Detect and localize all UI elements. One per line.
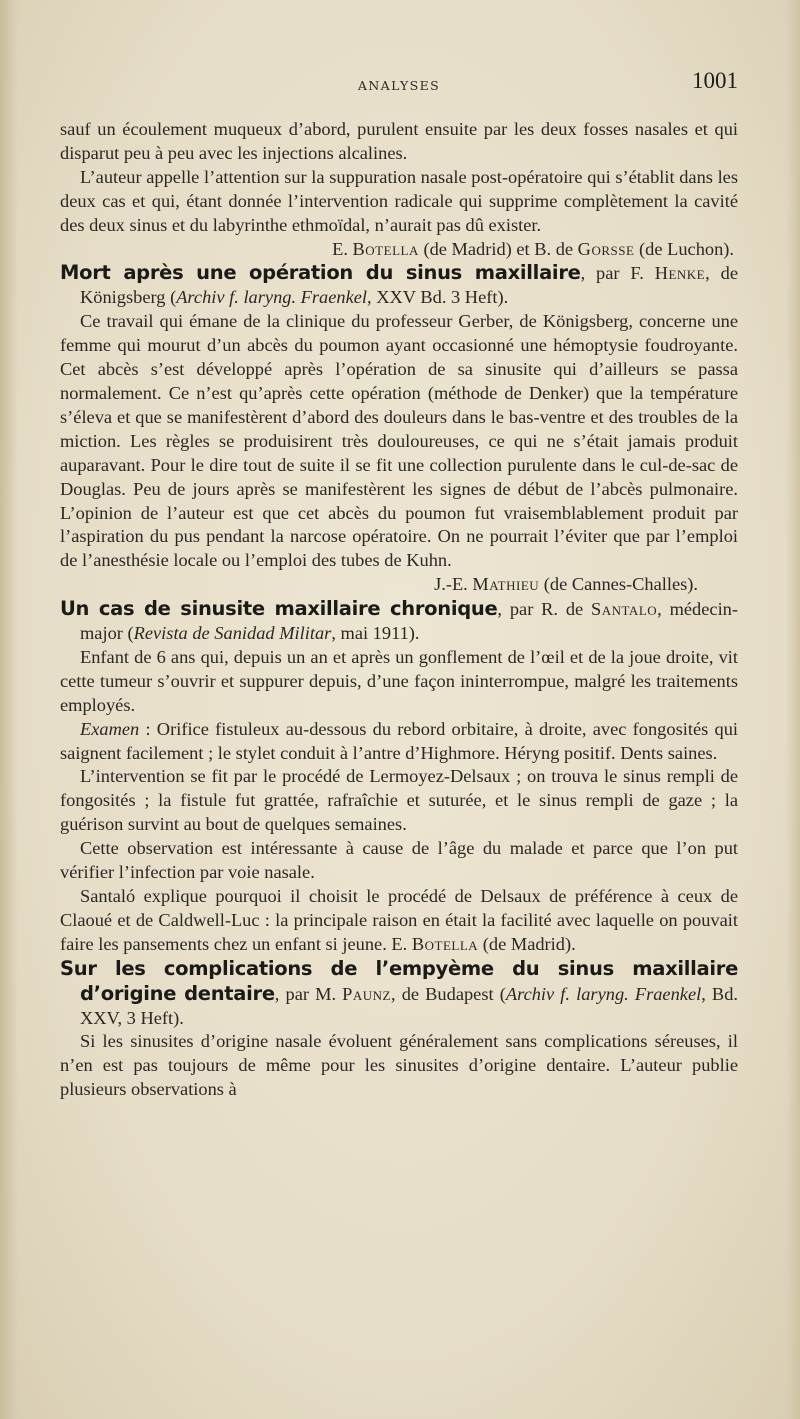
review-signature: E. Botella (de Madrid) et B. de Gorsse (de Luchon). [332,238,734,259]
page-edge-shadow-right [786,0,800,1419]
article-title: Sur les complications de l’empyème du sinus maxillaire d’origine dentaire [60,956,738,1005]
article-title: Un cas de sinusite maxillaire chronique [60,597,498,621]
reviewer-name: Botella [352,238,419,259]
article-heading: Sur les complications de l’empyème du sinus maxillaire d’origine dentaire, par M. Paunz, de Budapest (Archiv f. laryng. Fraenkel, Bd. XXV, 3 Heft). [60,956,738,1028]
page-number: 1001 [692,68,738,93]
journal-name: Archiv f. laryng. Fraenkel [176,287,368,308]
page-header [60,66,738,98]
page-text [60,118,738,1102]
reviewer-name: Mathieu [472,574,540,595]
article-author: Henke [654,263,706,284]
reviewer-name: Botella [411,933,479,954]
reviewer-name: Gorsse [577,238,635,259]
paragraph: Examen : Orifice fistuleux au-dessous du rebord orbitaire, à droite, avec fongosités qui saignent facilement ; le stylet conduit à l’antre d’Highmore. Héryng positif. Dents saines. [60,718,738,763]
paragraph: L’intervention se fit par le procédé de Lermoyez-Delsaux ; on trouva le sinus rempli de fongosités ; la fistule fut grattée, rafraîchie et suturée, et le sinus rempli de gaze ; la guérison survint au bout de quelques semaines. [60,766,738,835]
article-heading: Mort après une opération du sinus maxillaire, par F. Henke, de Königsberg (Archiv f. laryng. Fraenkel, XXV Bd. 3 Heft). [60,261,738,308]
paragraph: L’auteur appelle l’attention sur la suppuration nasale post-opératoire qui s’établit dans les deux cas et qui, étant donnée l’intervention radicale qui supprime complètement la cavité des deux sinus et du labyrinthe ethmoïdal, n’aurait pas dû exister. [60,166,738,235]
article-heading: Un cas de sinusite maxillaire chronique, par R. de Santalo, médecin-major (Revista de Sanidad Militar, mai 1911). [60,597,738,644]
continued-paragraph: sauf un écoulement muqueux d’abord, purulent ensuite par les deux fosses nasales et qui disparut peu à peu avec les injections alcalines. [60,119,738,163]
article-author: Santalo [591,599,658,620]
running-title: ANALYSES [357,78,441,93]
page-edge-shadow-left [0,0,18,1419]
article-title: Mort après une opération du sinus maxillaire [60,261,581,285]
paragraph: Si les sinusites d’origine nasale évoluent généralement sans complications séreuses, il n’en est pas toujours de même pour les sinusites d’origine dentaire. L’auteur publie plusieurs observations à [60,1031,738,1100]
journal-name: Archiv f. laryng. Fraenkel [505,983,702,1004]
section-label: Examen [80,718,140,739]
paragraph: Enfant de 6 ans qui, depuis un an et après un gonflement de l’œil et de la joue droite, vit cette tumeur s’ouvrir et suppurer depuis, d’une façon ininterrompue, malgré les traitements employés. [60,646,738,715]
paragraph: Santaló explique pourquoi il choisit le procédé de Delsaux de préférence à ceux de Claoué et de Caldwell-Luc : la principale raison en était la facilité avec laquelle on pouvait faire les pansements chez un enfant si jeune. E. Botella (de Madrid). [60,886,738,954]
review-signature: J.-E. Mathieu (de Cannes-Challes). [434,574,698,595]
paragraph: Cette observation est intéressante à cause de l’âge du malade et parce que l’on put vérifier l’infection par voie nasale. [60,838,738,883]
review-signature: E. Botella (de Madrid). [391,933,576,954]
article-author: Paunz [342,983,391,1004]
journal-name: Revista de Sanidad Militar [133,623,332,644]
paragraph: Ce travail qui émane de la clinique du professeur Gerber, de Königsberg, concerne une femme qui mourut d’un abcès du poumon ayant occasionné une hémoptysie foudroyante. Cet abcès s’est développé après l’opération de sa sinusite qui d’ailleurs se passa normalement. Ce n’est qu’après cette opération (méthode de Denker) que la température s’éleva et que se manifestèrent d’abord des douleurs dans le bas-ventre et des troubles de la miction. Les règles se produisirent très douloureuses, ce qui ne s’était jamais produit auparavant. Pour le dire tout de suite il se fit une collection purulente dans le cul-de-sac de Douglas. Peu de jours après se manifestèrent les signes de début de l’abcès pulmonaire. L’opinion de l’auteur est que cet abcès du poumon fut vraisemblablement produit par l’aspiration du pus pendant la narcose opératoire. On ne pourrait l’éviter que par l’emploi de l’anesthésie locale ou l’emploi des tubes de Kuhn. [60,311,738,571]
